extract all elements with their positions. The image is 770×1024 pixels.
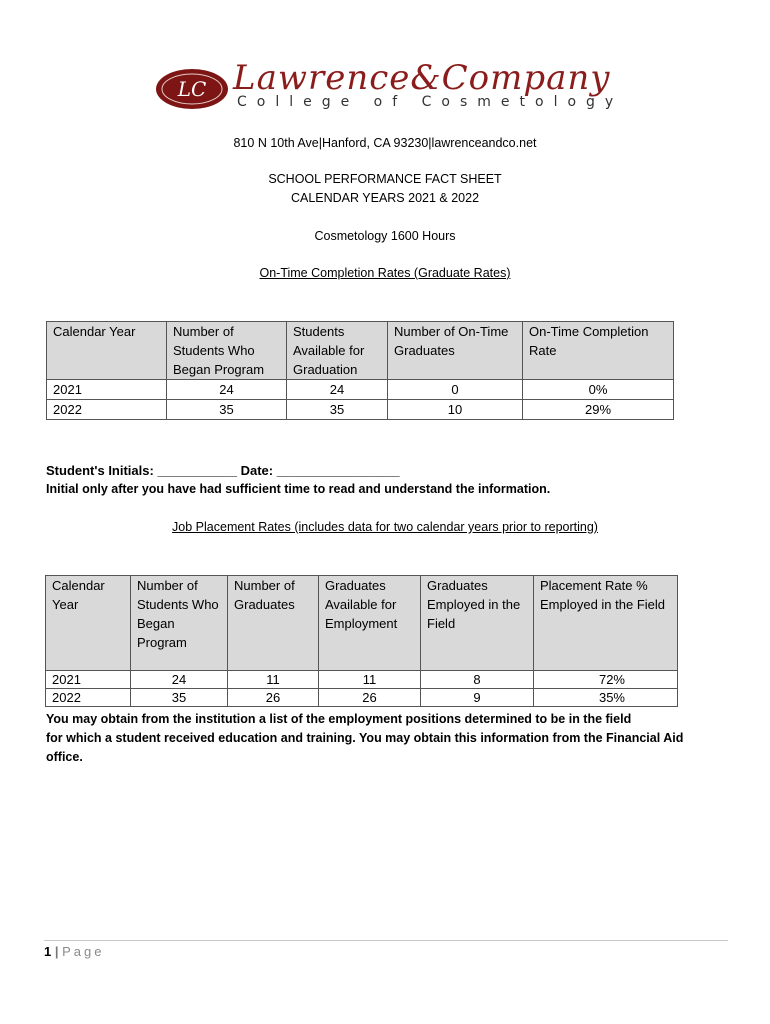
table-row (47, 400, 674, 420)
table-cell: 29% (523, 400, 674, 420)
header-cell: On-Time Completion Rate (523, 322, 674, 380)
header-cell: Calendar Year (46, 576, 131, 671)
initials-line (46, 463, 400, 478)
program-name: Cosmetology 1600 Hours (314, 229, 456, 243)
page-word: Page (62, 944, 105, 959)
footer-divider (44, 940, 728, 941)
school-address: 810 N 10th Ave|Hanford, CA 93230|lawrenceandco.net (233, 136, 537, 150)
table-cell: 2021 (46, 671, 131, 689)
logo-monogram-text: LC (177, 77, 207, 101)
table-cell: 11 (319, 671, 421, 689)
header-cell: Graduates Employed in the Field (421, 576, 534, 671)
initials-label: Student's Initials: (46, 463, 154, 478)
table-header-row (46, 576, 678, 671)
header-cell: Number of Students Who Began Program (131, 576, 228, 671)
table-cell: 24 (167, 380, 287, 400)
header-cell: Students Available for Graduation (287, 322, 388, 380)
header-cell: Graduates Available for Employment (319, 576, 421, 671)
logo-subtitle: College of Cosmetology (237, 94, 624, 110)
footer-separator: | (54, 944, 59, 959)
table-cell: 26 (319, 689, 421, 707)
section-heading-placement-text: Job Placement Rates (includes data for two calendar years prior to reporting) (172, 520, 598, 534)
table-row (47, 380, 674, 400)
table-cell: 8 (421, 671, 534, 689)
table-cell: 10 (388, 400, 523, 420)
table-header-row (47, 322, 674, 380)
table-cell: 11 (228, 671, 319, 689)
completion-rates-table (46, 321, 674, 420)
header-cell: Placement Rate % Employed in the Field (534, 576, 678, 671)
table-cell: 35 (131, 689, 228, 707)
note-line: You may obtain from the institution a list of the employment positions determined to be in the field (46, 712, 632, 726)
table-cell: 26 (228, 689, 319, 707)
school-logo (155, 58, 625, 120)
table-cell: 35 (287, 400, 388, 420)
table-row (46, 689, 678, 707)
table-cell: 2021 (47, 380, 167, 400)
placement-rates-table (45, 575, 678, 707)
table-cell: 35 (167, 400, 287, 420)
table-cell: 0 (388, 380, 523, 400)
date-label: Date: (240, 463, 274, 478)
header-cell: Calendar Year (47, 322, 167, 380)
table-cell: 35% (534, 689, 678, 707)
header-cell: Number of Students Who Began Program (167, 322, 287, 380)
initials-note: Initial only after you have had sufficient time to read and understand the information. (46, 482, 551, 496)
document-title: SCHOOL PERFORMANCE FACT SHEET (268, 172, 502, 186)
note-line: for which a student received education and training. You may obtain this information from the Financial Aid (46, 731, 684, 745)
table-cell: 9 (421, 689, 534, 707)
table-cell: 24 (287, 380, 388, 400)
header-cell: Number of Graduates (228, 576, 319, 671)
section-heading-placement (0, 520, 770, 534)
table-cell: 2022 (46, 689, 131, 707)
page-number: 1 (44, 944, 52, 959)
initials-blank[interactable]: ___________ (157, 463, 237, 478)
logo-name: Lawrence&Company (233, 58, 611, 98)
page-footer (44, 944, 105, 959)
table-cell: 0% (523, 380, 674, 400)
note-line: office. (46, 750, 83, 764)
table-cell: 2022 (47, 400, 167, 420)
section-heading-completion (0, 266, 770, 280)
document-subtitle: CALENDAR YEARS 2021 & 2022 (290, 191, 480, 205)
table-cell: 24 (131, 671, 228, 689)
header-cell: Number of On-Time Graduates (388, 322, 523, 380)
table-row (46, 671, 678, 689)
table-cell: 72% (534, 671, 678, 689)
date-blank[interactable]: _________________ (276, 463, 400, 478)
logo-monogram-icon (155, 68, 229, 110)
section-heading-completion-text: On-Time Completion Rates (Graduate Rates) (259, 266, 511, 280)
